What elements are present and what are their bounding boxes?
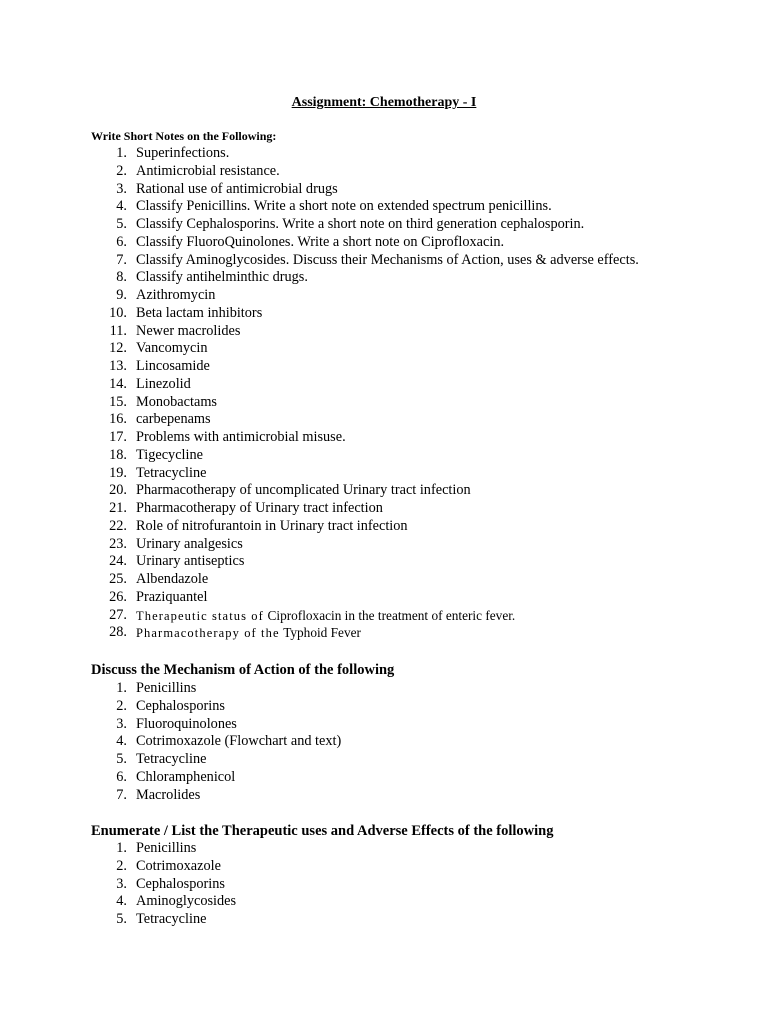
list-item: Newer macrolides (136, 322, 241, 339)
list-item: Monobactams (136, 393, 217, 410)
list-item-text-spaced: Pharmacotherapy of the (136, 626, 280, 641)
section-3-heading: Enumerate / List the Therapeutic uses and Adverse Effects of the following (91, 823, 554, 839)
section-2-list (0, 680, 341, 804)
list-item: Albendazole (136, 571, 209, 587)
document-title: Assignment: Chemotherapy - I (291, 95, 477, 110)
list-item: Linezolid (136, 375, 191, 392)
list-item: Cephalosporins (136, 697, 225, 714)
list-item: Tetracycline (136, 464, 207, 481)
list-item: Cephalosporins (136, 875, 225, 892)
list-item: Macrolides (136, 786, 201, 803)
list-item: Superinfections. (136, 145, 230, 161)
list-item: Rational use of antimicrobial drugs (136, 180, 338, 197)
section-1-heading: Write Short Notes on the Following: (91, 129, 277, 143)
list-item: Classify antihelminthic drugs. (136, 269, 308, 286)
list-item-text-spaced: Therapeutic status of (136, 608, 264, 623)
list-item: Penicillins (136, 680, 197, 696)
list-item: Cotrimoxazole (136, 857, 221, 874)
list-item: Penicillins (136, 840, 197, 856)
list-item: Problems with antimicrobial misuse. (136, 429, 346, 445)
list-item: Classify Cephalosporins. Write a short note on third generation cephalosporin. (136, 216, 585, 232)
list-item: Beta lactam inhibitors (136, 304, 263, 321)
list-item: Tetracycline (136, 751, 207, 767)
section-1-list (0, 145, 639, 642)
list-item: Vancomycin (136, 340, 208, 357)
list-item: carbepenams (136, 411, 211, 428)
list-item: Tetracycline (136, 911, 207, 927)
section-3-list (0, 840, 236, 929)
list-item-text: Typhoid Fever (283, 625, 361, 641)
list-item: Lincosamide (136, 358, 210, 374)
list-item: Pharmacotherapy of uncomplicated Urinary tract infection (136, 482, 471, 499)
list-item: Fluoroquinolones (136, 715, 237, 732)
list-item: Role of nitrofurantoin in Urinary tract infection (136, 517, 408, 534)
list-item: Chloramphenicol (136, 768, 236, 785)
list-item: Urinary antiseptics (136, 553, 245, 570)
list-item: Classify FluoroQuinolones. Write a short note on Ciprofloxacin. (136, 233, 505, 250)
section-2-heading: Discuss the Mechanism of Action of the following (91, 662, 395, 678)
list-item: Antimicrobial resistance. (136, 162, 280, 179)
list-item: Cotrimoxazole (Flowchart and text) (136, 733, 342, 750)
list-item-text: Ciprofloxacin in the treatment of enteric fever. (267, 607, 516, 623)
list-item (0, 624, 639, 642)
list-item: Classify Penicillins. Write a short note on extended spectrum penicillins. (136, 198, 552, 215)
list-item: Tigecycline (136, 446, 203, 463)
list-item: Pharmacotherapy of Urinary tract infection (136, 500, 383, 516)
list-item: Urinary analgesics (136, 535, 243, 552)
list-item (0, 607, 639, 625)
list-item: Classify Aminoglycosides. Discuss their Mechanisms of Action, uses & adverse effects. (136, 251, 639, 268)
list-item: Aminoglycosides (136, 893, 237, 910)
list-item: Azithromycin (136, 287, 216, 303)
list-item: Praziquantel (136, 588, 208, 605)
